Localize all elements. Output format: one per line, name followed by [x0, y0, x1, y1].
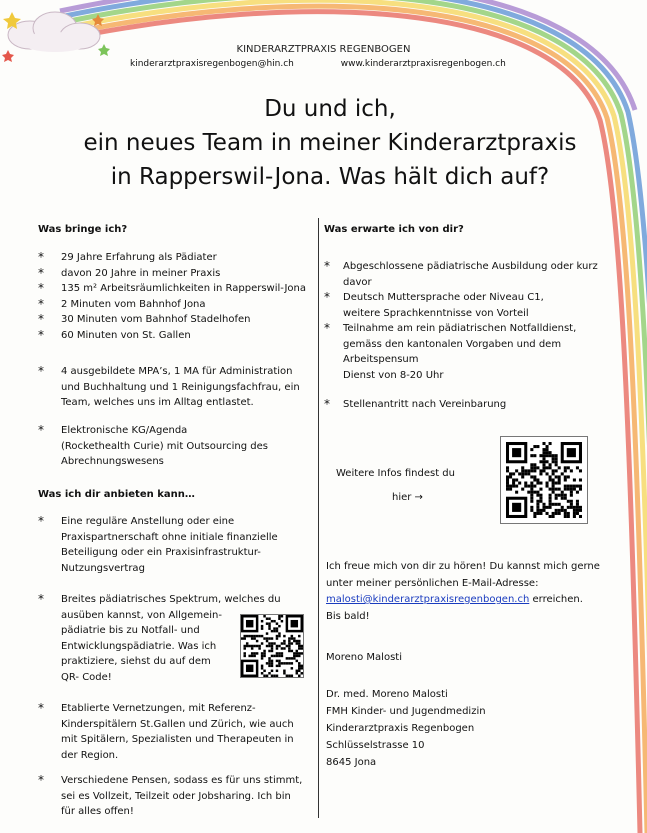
- bullet: *: [38, 423, 44, 437]
- text-line: Abgeschlossene pädiatrische Ausbildung oder kurz: [343, 261, 598, 272]
- address-line: Dr. med. Moreno Malosti: [326, 689, 448, 700]
- text-line: praktiziere, siehst du auf dem: [61, 656, 211, 667]
- bullet: *: [324, 259, 330, 273]
- bullet: *: [38, 281, 44, 295]
- right-heading: Was erwarte ich von dir?: [324, 224, 464, 235]
- contact-email-link[interactable]: malosti@kinderarztpraxisregenbogen.ch: [326, 594, 530, 605]
- text-line: Praxispartnerschaft ohne initiale finanzielle: [61, 531, 278, 543]
- bullet: *: [38, 296, 44, 311]
- bringe-item: davon 20 Jahre in meiner Praxis: [61, 267, 221, 279]
- text-line: Eine reguläre Anstellung oder eine: [61, 516, 235, 527]
- exp2-text: [343, 290, 544, 321]
- text-line: 4 ausgebildete MPA’s, 1 MA für Administration: [61, 366, 293, 377]
- bullet: *: [38, 250, 44, 264]
- kg-text: [61, 423, 268, 470]
- text-line: QR- Code!: [61, 671, 112, 683]
- text-line: Deutsch Muttersprache oder Niveau C1,: [343, 292, 544, 303]
- bullet: *: [324, 290, 330, 304]
- column-divider: [318, 218, 319, 818]
- text-line: sei es Vollzeit, Teilzeit oder Jobsharing. Ich bin: [61, 790, 291, 802]
- title-line2: ein neues Team in meiner Kinderarztpraxis: [83, 130, 577, 156]
- text-line: Elektronische KG/Agenda: [61, 425, 188, 436]
- bullet: *: [38, 327, 44, 342]
- offer1-text: [61, 514, 278, 576]
- left-heading-1: Was bringe ich?: [38, 224, 128, 235]
- page-title: [60, 92, 600, 194]
- practice-name: KINDERARZTPRAXIS REGENBOGEN: [236, 44, 411, 55]
- text-line: der Region.: [61, 749, 119, 761]
- bringe-item: 30 Minuten vom Bahnhof Stadelhofen: [61, 314, 251, 325]
- bringe-item: 2 Minuten vom Bahnhof Jona: [61, 298, 206, 310]
- text-line: Arbeitspensum: [343, 354, 419, 365]
- title-line1: Du und ich,: [264, 96, 396, 122]
- bullet: *: [324, 321, 330, 335]
- header-contacts: [130, 59, 550, 69]
- text-line: Nutzungsvertrag: [61, 562, 145, 574]
- bullet: *: [38, 773, 44, 787]
- text-line: Entwicklungspädiatrie. Was ich: [61, 640, 217, 652]
- qr-code-info[interactable]: [500, 436, 588, 524]
- address-block: [326, 686, 486, 771]
- text-line: mit Spitälern, Spezialisten und Therapeuten in: [61, 734, 294, 745]
- text-line: erreichen.: [532, 594, 583, 605]
- bullet: *: [38, 592, 44, 606]
- text-line: gemäss den kantonalen Vorgaben und dem: [343, 338, 562, 350]
- header-email[interactable]: kinderarztpraxisregenbogen@hin.ch: [130, 59, 294, 69]
- text-line: pädiatrie bis zu Notfall- und: [61, 625, 200, 636]
- text-line: Ich freue mich von dir zu hören! Du kannst mich gerne: [326, 561, 600, 572]
- address-line: 8645 Jona: [326, 757, 377, 768]
- staff-text: [61, 364, 300, 411]
- text-line: Team, welches uns im Alltag entlastet.: [61, 397, 254, 408]
- title-line3: in Rapperswil-Jona. Was hält dich auf?: [110, 164, 550, 190]
- left-heading-2: Was ich dir anbieten kann…: [38, 489, 195, 500]
- text-line: Abrechnungswesens: [61, 456, 164, 467]
- address-line: Schlüsselstrasse 10: [326, 740, 425, 751]
- text-line: und Buchhaltung und 1 Reinigungsfachfrau, ein: [61, 381, 300, 393]
- bringe-item: 135 m² Arbeitsräumlichkeiten in Rapperswil-Jona: [61, 283, 306, 294]
- text-line: Beteiligung oder ein Praxisinfrastruktur-: [61, 547, 261, 558]
- text-line: Breites pädiatrisches Spektrum, welches du: [61, 594, 281, 605]
- exp4-text: Stellenantritt nach Vereinbarung: [343, 399, 507, 410]
- text-line: weitere Sprachkenntnisse von Vorteil: [343, 307, 529, 319]
- bullet: *: [324, 397, 330, 411]
- offer3-text: [61, 701, 294, 763]
- text-line: Bis bald!: [326, 610, 370, 622]
- qr-code-icon: [506, 442, 582, 518]
- header-website[interactable]: www.kinderarztpraxisregenbogen.ch: [340, 59, 506, 69]
- exp1-text: [343, 259, 598, 290]
- address-line: FMH Kinder- und Jugendmedizin: [326, 706, 486, 717]
- bullet: *: [38, 514, 44, 528]
- email-line: [326, 592, 600, 609]
- info-text-1: Weitere Infos findest du: [336, 468, 455, 479]
- text-line: unter meiner persönlichen E-Mail-Adresse:: [326, 577, 539, 589]
- text-line: Verschiedene Pensen, sodass es für uns stimmt,: [61, 775, 303, 786]
- bringe-item: 29 Jahre Erfahrung als Pädiater: [61, 252, 217, 263]
- bringe-item: 60 Minuten von St. Gallen: [61, 329, 191, 341]
- text-line: davor: [343, 276, 372, 288]
- text-line: ausüben kannst, von Allgemein-: [61, 609, 223, 621]
- signature: Moreno Malosti: [326, 652, 402, 663]
- exp3-text: [343, 321, 576, 383]
- text-line: Teilnahme am rein pädiatrischen Notfalldienst,: [343, 323, 577, 334]
- bullet: *: [38, 265, 44, 280]
- bullet: *: [38, 364, 44, 378]
- text-line: Kinderspitälern St.Gallen und Zürich, wie auch: [61, 718, 294, 730]
- text-line: Dienst von 8-20 Uhr: [343, 369, 444, 381]
- info-text-2: hier →: [392, 492, 423, 503]
- text-line: für alles offen!: [61, 806, 134, 817]
- cloud-logo-icon: [0, 0, 120, 70]
- offer4-text: [61, 773, 302, 820]
- bullet: *: [38, 312, 44, 326]
- text-line: (Rockethealth Curie) mit Outsourcing des: [61, 440, 268, 452]
- bullet: *: [38, 701, 44, 715]
- text-line: Etablierte Vernetzungen, mit Referenz-: [61, 703, 256, 714]
- address-line: Kinderarztpraxis Regenbogen: [326, 723, 475, 734]
- qr-code-spectrum[interactable]: [240, 614, 304, 678]
- closing-text: [326, 559, 600, 625]
- qr-code-icon: [241, 615, 303, 677]
